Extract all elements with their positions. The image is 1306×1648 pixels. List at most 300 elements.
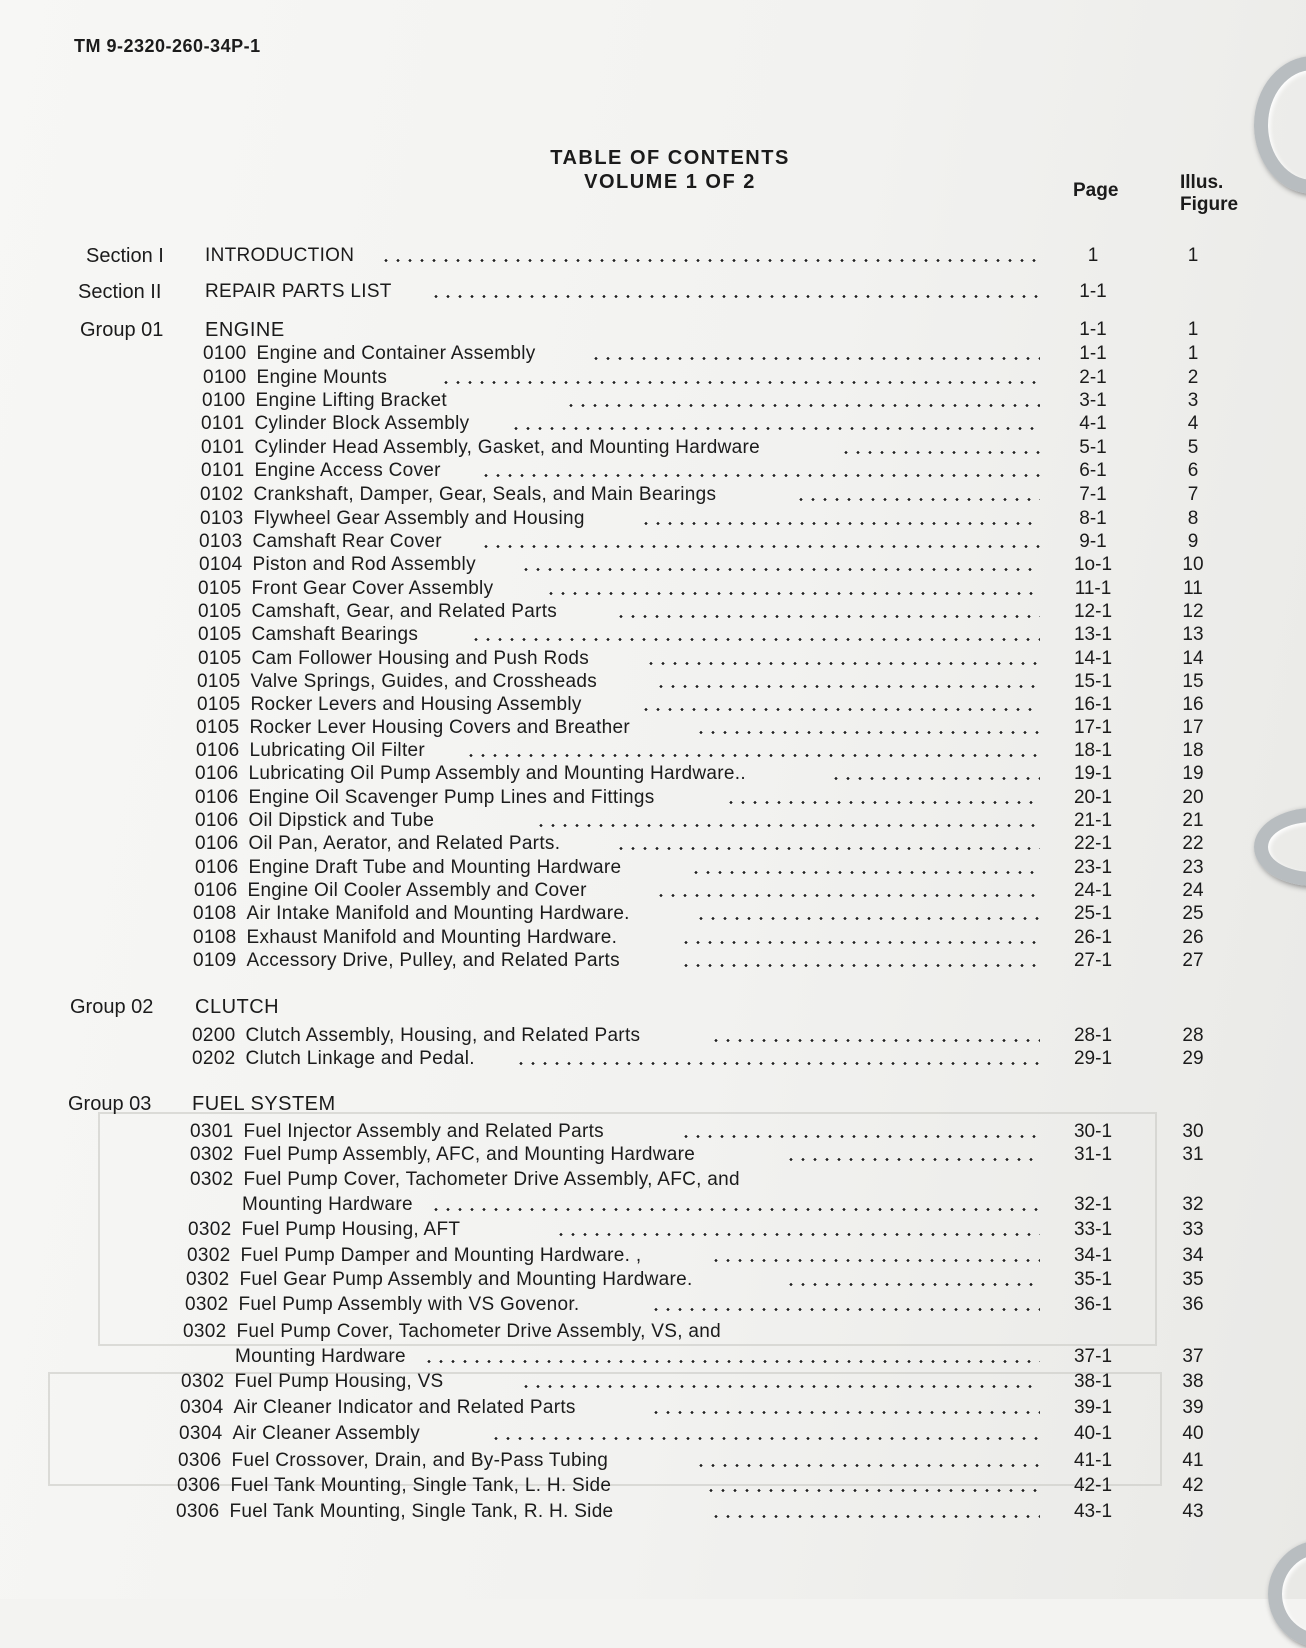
entry-code: 0105	[196, 717, 240, 738]
section-row-2-page: 1-1	[1079, 281, 1107, 302]
entry-row-20	[0, 786, 1306, 810]
entry-row-24-page: 24-1	[1073, 880, 1113, 901]
entry-row-32-cont-page: 32-1	[1073, 1194, 1113, 1215]
entry-code: 0105	[197, 671, 241, 692]
entry-row-27-leader-dots	[680, 964, 1040, 967]
entry-title: Camshaft, Gear, and Related Parts	[251, 601, 558, 622]
entry-row-33	[0, 1218, 1306, 1242]
entry-row-34-text	[187, 1244, 641, 1268]
entry-row-26	[0, 926, 1306, 950]
entry-code: 0100	[203, 367, 247, 388]
entry-row-10-leader-dots	[520, 568, 1040, 571]
entry-row-33-figure: 33	[1182, 1219, 1204, 1240]
entry-row-34-leader-dots	[710, 1259, 1040, 1262]
entry-row-5	[0, 436, 1306, 460]
entry-row-28-leader-dots	[710, 1039, 1040, 1042]
entry-row-20-figure: 20	[1182, 787, 1204, 808]
entry-title: Rocker Levers and Housing Assembly	[250, 694, 582, 715]
entry-row-5-leader-dots	[840, 451, 1040, 454]
entry-row-37-cont-page: 37-1	[1073, 1346, 1113, 1367]
entry-title: Fuel Pump Assembly with VS Govenor.	[238, 1294, 580, 1315]
entry-code: 0302	[183, 1321, 227, 1342]
entry-code: 0106	[195, 763, 239, 784]
entry-code: 0106	[194, 880, 238, 901]
entry-row-9-page: 9-1	[1079, 531, 1107, 552]
entry-row-21-leader-dots	[535, 824, 1040, 827]
entry-row-29-figure: 29	[1182, 1048, 1204, 1069]
entry-row-36-text	[185, 1293, 580, 1317]
entry-row-21-figure: 21	[1182, 810, 1204, 831]
section-name: INTRODUCTION	[205, 245, 355, 266]
entry-title: Air Intake Manifold and Mounting Hardware.	[246, 903, 630, 924]
entry-code: 0103	[200, 508, 244, 529]
entry-row-19	[0, 762, 1306, 786]
entry-row-18-figure: 18	[1182, 740, 1204, 761]
entry-title: Air Cleaner Indicator and Related Parts	[233, 1397, 576, 1418]
entry-title-continued: Mounting Hardware	[235, 1346, 406, 1367]
entry-code: 0105	[198, 601, 242, 622]
entry-row-25-figure: 25	[1182, 903, 1204, 924]
entry-row-10-text	[199, 553, 476, 577]
entry-code: 0302	[190, 1169, 234, 1190]
entry-row-7-text	[200, 483, 716, 507]
figure-header-line1: Illus.	[1180, 172, 1224, 193]
entry-code: 0302	[187, 1245, 231, 1266]
entry-title: Rocker Lever Housing Covers and Breather	[249, 717, 631, 738]
entry-code: 0101	[201, 460, 245, 481]
binder-ring-top	[1254, 56, 1306, 194]
entry-row-27-figure: 27	[1182, 950, 1204, 971]
entry-row-41-figure: 41	[1182, 1450, 1204, 1471]
entry-code: 0106	[195, 787, 239, 808]
entry-row-9-figure: 9	[1187, 531, 1199, 552]
entry-title: Engine Mounts	[256, 367, 388, 388]
entry-row-1-page: 1-1	[1079, 343, 1107, 364]
entry-row-6-leader-dots	[480, 474, 1040, 477]
entry-row-34	[0, 1244, 1306, 1268]
entry-row-37-cont-leader-dots	[423, 1360, 1040, 1363]
entry-row-39-text	[180, 1396, 576, 1420]
entry-row-42-figure: 42	[1182, 1475, 1204, 1496]
entry-title: Front Gear Cover Assembly	[251, 578, 494, 599]
entry-title: Lubricating Oil Filter	[249, 740, 426, 761]
entry-row-6-text	[201, 459, 441, 483]
entry-row-3-figure: 3	[1187, 390, 1199, 411]
page-column-header: Page	[1073, 180, 1119, 201]
entry-row-15-page: 15-1	[1073, 671, 1113, 692]
entry-row-11-leader-dots	[545, 592, 1040, 595]
entry-row-42-text	[177, 1474, 611, 1498]
entry-row-13-text	[198, 623, 418, 647]
entry-row-22-page: 22-1	[1073, 833, 1113, 854]
entry-row-11-figure: 11	[1183, 578, 1203, 599]
entry-code: 0105	[198, 648, 242, 669]
entry-row-37-cont	[0, 1345, 1306, 1369]
entry-row-13-page: 13-1	[1073, 624, 1113, 645]
entry-row-35-figure: 35	[1182, 1269, 1204, 1290]
entry-code: 0100	[203, 343, 247, 364]
entry-title: Engine and Container Assembly	[256, 343, 536, 364]
entry-title: Cylinder Head Assembly, Gasket, and Mounting Hardware	[254, 437, 761, 458]
entry-row-22-figure: 22	[1182, 833, 1204, 854]
entry-row-11	[0, 577, 1306, 601]
entry-row-18-text	[196, 739, 425, 763]
entry-code: 0106	[195, 833, 239, 854]
figure-column-header	[1180, 172, 1238, 216]
section-row-2-leader-dots	[430, 295, 1040, 298]
entry-row-9-leader-dots	[480, 545, 1040, 548]
entry-row-18	[0, 739, 1306, 763]
entry-title-continued: Mounting Hardware	[242, 1194, 413, 1215]
entry-row-3-leader-dots	[565, 404, 1040, 407]
entry-row-37-text	[183, 1320, 721, 1344]
entry-row-16-text	[197, 693, 582, 717]
entry-row-15-text	[197, 670, 597, 694]
entry-row-16-page: 16-1	[1073, 694, 1113, 715]
entry-row-19-leader-dots	[830, 777, 1040, 780]
entry-code: 0101	[201, 437, 245, 458]
entry-code: 0102	[200, 484, 244, 505]
document-id: TM 9-2320-260-34P-1	[74, 36, 261, 56]
entry-title: Fuel Injector Assembly and Related Parts	[243, 1121, 604, 1142]
group-name: ENGINE	[205, 319, 285, 341]
entry-row-2-text	[203, 366, 387, 390]
entry-row-8-page: 8-1	[1079, 508, 1107, 529]
entry-title: Fuel Pump Damper and Mounting Hardware. ,	[240, 1245, 642, 1266]
entry-row-15-figure: 15	[1182, 671, 1204, 692]
entry-row-26-page: 26-1	[1073, 927, 1113, 948]
entry-code: 0302	[185, 1294, 229, 1315]
entry-code: 0306	[178, 1450, 222, 1471]
entry-row-22-text	[195, 832, 560, 856]
entry-row-14	[0, 647, 1306, 671]
entry-title: Exhaust Manifold and Mounting Hardware.	[246, 927, 618, 948]
figure-header-line2: Figure	[1180, 194, 1239, 215]
entry-row-8	[0, 507, 1306, 531]
group-label: Group 03	[68, 1093, 152, 1115]
entry-row-23	[0, 856, 1306, 880]
entry-row-4-figure: 4	[1187, 413, 1199, 434]
entry-row-12-text	[198, 600, 557, 624]
entry-row-39	[0, 1396, 1306, 1420]
entry-row-17	[0, 716, 1306, 740]
entry-row-12-figure: 12	[1182, 601, 1204, 622]
entry-title: Fuel Gear Pump Assembly and Mounting Hardware.	[239, 1269, 693, 1290]
entry-row-31-leader-dots	[785, 1158, 1040, 1161]
entry-row-34-page: 34-1	[1073, 1245, 1113, 1266]
entry-row-33-text	[188, 1218, 460, 1242]
entry-row-43-leader-dots	[710, 1515, 1040, 1518]
entry-row-30-leader-dots	[680, 1135, 1040, 1138]
entry-title: Camshaft Bearings	[251, 624, 419, 645]
entry-row-38-figure: 38	[1182, 1371, 1204, 1392]
entry-row-43	[0, 1500, 1306, 1524]
entry-row-32-cont-leader-dots	[430, 1208, 1040, 1211]
entry-row-32-text	[190, 1168, 740, 1192]
entry-row-40-text	[179, 1422, 420, 1446]
entry-row-8-text	[200, 507, 585, 531]
entry-row-30	[0, 1120, 1306, 1144]
entry-code: 0306	[177, 1475, 221, 1496]
entry-row-20-leader-dots	[725, 801, 1040, 804]
entry-row-43-page: 43-1	[1073, 1501, 1113, 1522]
entry-row-14-leader-dots	[645, 662, 1040, 665]
entry-row-5-text	[201, 436, 760, 460]
entry-row-3-page: 3-1	[1079, 390, 1107, 411]
entry-row-9-text	[199, 530, 442, 554]
entry-row-28-text	[192, 1024, 640, 1048]
entry-row-38-leader-dots	[520, 1385, 1040, 1388]
group-row-1	[0, 318, 1306, 342]
entry-title: Oil Dipstick and Tube	[248, 810, 435, 831]
entry-row-27	[0, 949, 1306, 973]
entry-code: 0108	[193, 903, 237, 924]
entry-row-12-page: 12-1	[1073, 601, 1113, 622]
entry-row-27-page: 27-1	[1073, 950, 1113, 971]
entry-row-41	[0, 1449, 1306, 1473]
entry-row-26-leader-dots	[680, 941, 1040, 944]
group-name: CLUTCH	[195, 996, 280, 1018]
entry-row-37	[0, 1320, 1306, 1344]
entry-title: Lubricating Oil Pump Assembly and Mounting Hardware..	[248, 763, 746, 784]
entry-row-24-text	[194, 879, 587, 903]
section-row-2	[0, 280, 1306, 304]
entry-row-29-leader-dots	[515, 1062, 1040, 1065]
entry-title: Accessory Drive, Pulley, and Related Parts	[246, 950, 620, 971]
entry-row-1-text	[203, 342, 536, 366]
entry-title: Engine Lifting Bracket	[255, 390, 447, 411]
entry-code: 0105	[198, 578, 242, 599]
entry-title: Air Cleaner Assembly	[232, 1423, 421, 1444]
entry-row-1	[0, 342, 1306, 366]
entry-row-31-page: 31-1	[1073, 1144, 1113, 1165]
entry-row-42-leader-dots	[705, 1489, 1040, 1492]
entry-row-33-leader-dots	[555, 1233, 1040, 1236]
entry-code: 0302	[188, 1219, 232, 1240]
entry-row-24-leader-dots	[655, 894, 1040, 897]
entry-row-18-leader-dots	[465, 754, 1040, 757]
entry-title: Fuel Pump Housing, VS	[234, 1371, 444, 1392]
entry-row-3-text	[202, 389, 447, 413]
entry-row-6-figure: 6	[1187, 460, 1199, 481]
entry-row-31	[0, 1143, 1306, 1167]
entry-row-15-leader-dots	[655, 685, 1040, 688]
entry-row-24-figure: 24	[1182, 880, 1204, 901]
entry-title: Fuel Crossover, Drain, and By-Pass Tubing	[231, 1450, 609, 1471]
entry-title: Fuel Pump Assembly, AFC, and Mounting Hardware	[243, 1144, 696, 1165]
entry-row-14-figure: 14	[1182, 648, 1204, 669]
entry-code: 0202	[192, 1048, 236, 1069]
entry-row-40-page: 40-1	[1073, 1423, 1113, 1444]
section-row-1	[0, 244, 1306, 268]
entry-row-36-figure: 36	[1182, 1294, 1204, 1315]
entry-title: Cylinder Block Assembly	[254, 413, 470, 434]
entry-row-3	[0, 389, 1306, 413]
entry-row-1-figure: 1	[1187, 343, 1199, 364]
entry-row-2	[0, 366, 1306, 390]
entry-row-43-text	[176, 1500, 613, 1524]
entry-row-28	[0, 1024, 1306, 1048]
entry-row-23-text	[195, 856, 621, 880]
entry-code: 0101	[201, 413, 245, 434]
section-row-2-text	[205, 280, 392, 304]
entry-code: 0304	[180, 1397, 224, 1418]
group-name: FUEL SYSTEM	[192, 1093, 336, 1115]
entry-row-35-leader-dots	[785, 1283, 1040, 1286]
entry-row-37-cont-figure: 37	[1182, 1346, 1204, 1367]
entry-row-34-figure: 34	[1182, 1245, 1204, 1266]
entry-row-37-cont-text	[235, 1345, 406, 1369]
entry-row-7-page: 7-1	[1079, 484, 1107, 505]
entry-row-26-text	[193, 926, 617, 950]
entry-row-25-leader-dots	[695, 917, 1040, 920]
entry-row-43-figure: 43	[1182, 1501, 1204, 1522]
entry-row-2-figure: 2	[1187, 367, 1199, 388]
entry-row-38-text	[181, 1370, 444, 1394]
entry-code: 0301	[190, 1121, 234, 1142]
section-label: Section I	[86, 245, 164, 267]
entry-row-10-page: 1o-1	[1073, 554, 1113, 575]
entry-title: Flywheel Gear Assembly and Housing	[253, 508, 585, 529]
entry-code: 0103	[199, 531, 243, 552]
entry-code: 0105	[197, 694, 241, 715]
entry-row-33-page: 33-1	[1073, 1219, 1113, 1240]
entry-row-17-figure: 17	[1182, 717, 1204, 738]
entry-title: Fuel Tank Mounting, Single Tank, R. H. Side	[229, 1501, 614, 1522]
entry-code: 0302	[181, 1371, 225, 1392]
entry-title: Clutch Assembly, Housing, and Related Parts	[245, 1025, 641, 1046]
entry-row-41-page: 41-1	[1073, 1450, 1113, 1471]
entry-row-35-text	[186, 1268, 693, 1292]
entry-title: Cam Follower Housing and Push Rods	[251, 648, 590, 669]
entry-row-4	[0, 412, 1306, 436]
entry-code: 0108	[193, 927, 237, 948]
entry-title: Camshaft Rear Cover	[252, 531, 442, 552]
toc-title	[500, 146, 840, 194]
entry-row-13-figure: 13	[1182, 624, 1204, 645]
entry-row-40	[0, 1422, 1306, 1446]
entry-row-30-figure: 30	[1182, 1121, 1204, 1142]
entry-title: Clutch Linkage and Pedal.	[245, 1048, 475, 1069]
entry-row-12	[0, 600, 1306, 624]
entry-code: 0106	[195, 810, 239, 831]
entry-row-29	[0, 1047, 1306, 1071]
entry-row-35	[0, 1268, 1306, 1292]
entry-row-26-figure: 26	[1182, 927, 1204, 948]
group-row-3	[0, 1092, 1306, 1116]
entry-row-29-text	[192, 1047, 475, 1071]
section-row-1-leader-dots	[380, 259, 1040, 262]
group-page: 1-1	[1079, 319, 1107, 340]
entry-row-19-page: 19-1	[1073, 763, 1113, 784]
entry-row-40-figure: 40	[1182, 1423, 1204, 1444]
entry-row-38	[0, 1370, 1306, 1394]
entry-row-14-text	[198, 647, 589, 671]
entry-row-20-page: 20-1	[1073, 787, 1113, 808]
binder-ring-bottom	[1268, 1540, 1306, 1648]
entry-row-4-leader-dots	[510, 427, 1040, 430]
entry-code: 0106	[195, 857, 239, 878]
entry-row-32-cont-text	[242, 1193, 413, 1217]
entry-row-35-page: 35-1	[1073, 1269, 1113, 1290]
section-row-1-figure: 1	[1187, 245, 1199, 266]
entry-row-36	[0, 1293, 1306, 1317]
group-label: Group 02	[70, 996, 154, 1018]
entry-row-6-page: 6-1	[1079, 460, 1107, 481]
entry-row-2-leader-dots	[440, 381, 1040, 384]
entry-code: 0302	[190, 1144, 234, 1165]
entry-row-39-figure: 39	[1182, 1397, 1204, 1418]
entry-row-31-text	[190, 1143, 695, 1167]
entry-title: Fuel Pump Housing, AFT	[241, 1219, 461, 1240]
entry-row-9	[0, 530, 1306, 554]
entry-row-36-page: 36-1	[1073, 1294, 1113, 1315]
entry-row-11-text	[198, 577, 493, 601]
entry-row-7	[0, 483, 1306, 507]
entry-row-29-page: 29-1	[1073, 1048, 1113, 1069]
entry-row-19-figure: 19	[1182, 763, 1204, 784]
entry-title: Piston and Rod Assembly	[252, 554, 476, 575]
entry-row-16-leader-dots	[640, 708, 1040, 711]
entry-row-21-text	[195, 809, 434, 833]
entry-row-5-page: 5-1	[1079, 437, 1107, 458]
entry-title: Crankshaft, Damper, Gear, Seals, and Main Bearings	[253, 484, 717, 505]
entry-row-4-page: 4-1	[1079, 413, 1107, 434]
entry-row-32-cont	[0, 1193, 1306, 1217]
entry-row-5-figure: 5	[1187, 437, 1199, 458]
entry-row-24	[0, 879, 1306, 903]
entry-row-25	[0, 902, 1306, 926]
entry-row-10	[0, 553, 1306, 577]
entry-row-17-leader-dots	[695, 731, 1040, 734]
entry-title: Engine Access Cover	[254, 460, 441, 481]
entry-row-32-cont-figure: 32	[1182, 1194, 1204, 1215]
entry-title: Oil Pan, Aerator, and Related Parts.	[248, 833, 561, 854]
entry-row-8-figure: 8	[1187, 508, 1199, 529]
entry-title: Valve Springs, Guides, and Crossheads	[250, 671, 598, 692]
entry-code: 0200	[192, 1025, 236, 1046]
section-name: REPAIR PARTS LIST	[205, 281, 392, 302]
entry-row-30-page: 30-1	[1073, 1121, 1113, 1142]
group-label: Group 01	[80, 319, 164, 341]
entry-code: 0306	[176, 1501, 220, 1522]
group-figure: 1	[1187, 319, 1199, 340]
entry-row-41-leader-dots	[695, 1464, 1040, 1467]
entry-row-4-text	[201, 412, 469, 436]
entry-row-13-leader-dots	[470, 638, 1040, 641]
entry-code: 0109	[193, 950, 237, 971]
entry-row-12-leader-dots	[615, 615, 1040, 618]
entry-row-28-figure: 28	[1182, 1025, 1204, 1046]
section-row-1-page: 1	[1087, 245, 1099, 266]
group-row-2	[0, 995, 1306, 1019]
entry-row-21	[0, 809, 1306, 833]
entry-row-39-page: 39-1	[1073, 1397, 1113, 1418]
entry-row-17-page: 17-1	[1073, 717, 1113, 738]
entry-row-11-page: 11-1	[1074, 578, 1112, 599]
entry-code: 0304	[179, 1423, 223, 1444]
entry-code: 0302	[186, 1269, 230, 1290]
entry-row-16	[0, 693, 1306, 717]
entry-row-42-page: 42-1	[1073, 1475, 1113, 1496]
entry-title: Engine Draft Tube and Mounting Hardware	[248, 857, 622, 878]
entry-row-20-text	[195, 786, 655, 810]
entry-code: 0100	[202, 390, 246, 411]
entry-row-10-figure: 10	[1182, 554, 1204, 575]
entry-row-25-text	[193, 902, 630, 926]
entry-row-2-page: 2-1	[1079, 367, 1107, 388]
entry-row-40-leader-dots	[490, 1437, 1040, 1440]
